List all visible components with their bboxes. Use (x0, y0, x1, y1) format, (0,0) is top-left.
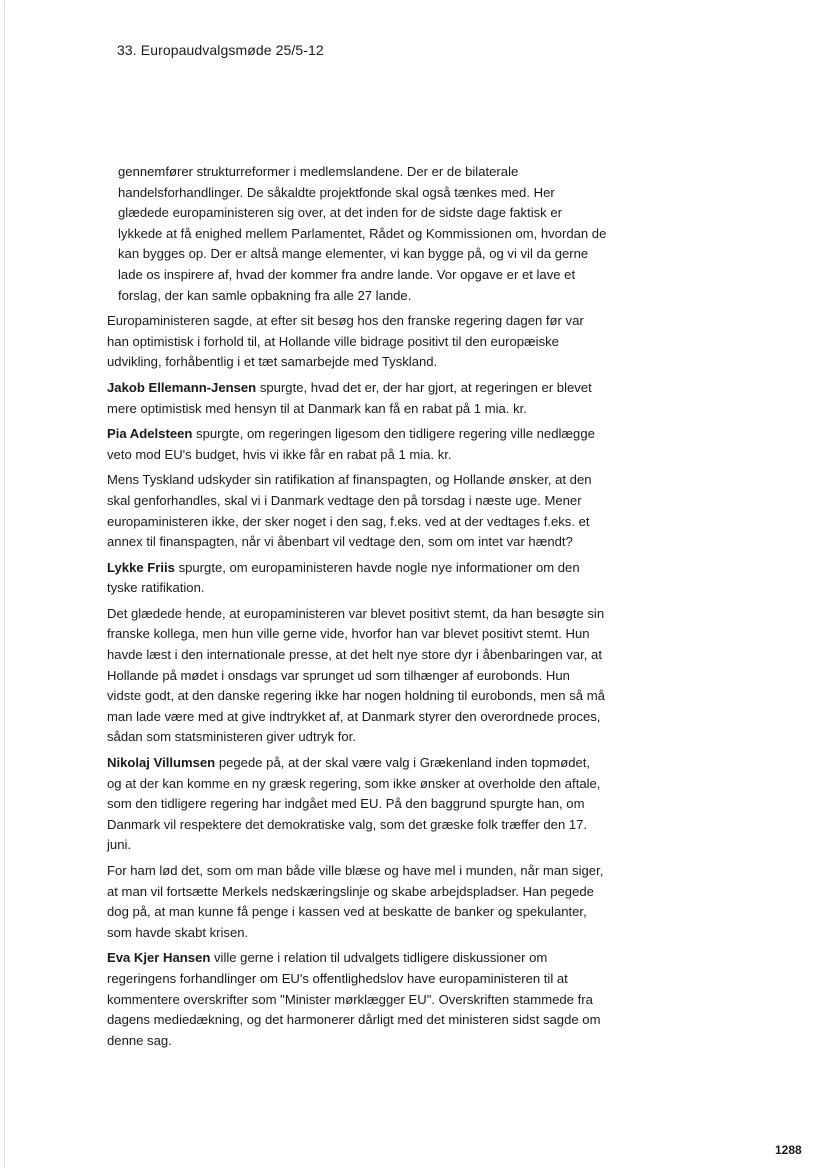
speaker-name: Lykke Friis (107, 559, 175, 575)
paragraph (107, 753, 607, 856)
page-header: 33. Europaudvalgsmøde 25/5-12 (117, 42, 324, 58)
paragraph (107, 558, 607, 599)
paragraph (107, 861, 607, 943)
paragraph (107, 378, 607, 419)
paragraph-text: spurgte, hvad det er, der har gjort, at regeringen er blevet mere optimistisk med hensyn til at Danmark kan få en rabat på 1 mia. kr. (107, 379, 592, 416)
paragraph-text: spurgte, om europaministeren havde nogle nye informationer om den tyske ratifikation. (107, 559, 580, 596)
paragraph-text: Det glædede hende, at europaministeren var blevet positivt stemt, da han besøgte sin franske kollega, men hun ville gerne vide, hvorfor han var blevet positivt stemt. Hun havde læst i den internationale presse, at det helt nye store dyr i åbenbaringen var, at Hollande på mødet i onsdags var sprunget ud som tilhænger af eurobonds. Hun vidste godt, at den danske regering ikke har nogen holdning til eurobonds, men så må man lade være med at give indtrykket af, at Danmark styrer den overordnede proces, sådan som statsministeren giver udtryk for. (107, 605, 605, 745)
speaker-name: Jakob Ellemann-Jensen (107, 379, 257, 395)
paragraph-text: For ham lød det, som om man både ville blæse og have mel i munden, når man siger, at man vil fortsætte Merkels nedskæringslinje og skabe arbejdspladser. Han pegede dog på, at man kunne få penge i kassen ved at beskatte de banker og spekulanter, som havde skabt krisen. (107, 863, 604, 940)
page-number: 1288 (775, 1143, 802, 1157)
speaker-name: Pia Adelsteen (107, 426, 193, 442)
paragraph-text: Mens Tyskland udskyder sin ratifikation af finanspagten, og Hollande ønsker, at den skal genforhandles, skal vi i Danmark vedtage den på torsdag i næste uge. Mener europaministeren ikke, der sker noget i den sag, f.eks. ved at der vedtages f.eks. et annex til finanspagten, når vi åbenbart vil vedtage den, som om intet var hændt? (107, 472, 592, 550)
paragraph-text: ville gerne i relation til udvalgets tidligere diskussioner om regeringens forhandlinger om EU's offentlighedslov have europaministeren til at kommentere overskrifter som "Minister mørklægger EU". Overskriften stammede fra dagens mediedækning, og det harmonerer dårligt med det ministeren sidst sagde om denne sag. (107, 950, 601, 1048)
paragraph-text: pegede på, at der skal være valg i Grækenland inden topmødet, og at der kan komme en ny græsk regering, som ikke ønsker at overholde den aftale, som den tidligere regering har indgået med EU. På den baggrund spurgte han, om Danmark vil respektere det demokratiske valg, som det græske folk træffer den 17. juni. (107, 755, 601, 853)
paragraph-text: spurgte, om regeringen ligesom den tidligere regering ville nedlægge veto mod EU's budget, hvis vi ikke får en rabat på 1 mia. kr. (107, 426, 595, 462)
document-body (107, 162, 607, 1056)
paragraph (118, 162, 607, 306)
paragraph (107, 948, 607, 1051)
speaker-name: Nikolaj Villumsen (107, 755, 216, 771)
paragraph-text: Europaministeren sagde, at efter sit besøg hos den franske regering dagen før var han optimistisk i forhold til, at Hollande ville bidrage positivt til den europæiske udvikling, forhåbentlig i et tæt samarbejde med Tyskland. (107, 313, 584, 370)
paragraph (107, 311, 607, 373)
page-edge-line (4, 0, 5, 1168)
paragraph (107, 470, 607, 552)
paragraph (107, 424, 607, 465)
paragraph (107, 604, 607, 748)
paragraph-text: gennemfører strukturreformer i medlemslandene. Der er de bilaterale handelsforhandlinger. De såkaldte projektfonde skal også tænkes med. Her glædede europaministeren sig over, at det inden for de sidste dage faktisk er lykkede at få enighed mellem Parlamentet, Rådet og Kommissionen om, hvordan de kan bygges op. Der er altså mange elementer, vi kan bygge på, og vi vil da gerne lade os inspirere af, hvad der kommer fra andre lande. Vor opgave er et lave et forslag, der kan samle opbakning fra alle 27 lande. (118, 164, 607, 303)
speaker-name: Eva Kjer Hansen (107, 950, 211, 966)
